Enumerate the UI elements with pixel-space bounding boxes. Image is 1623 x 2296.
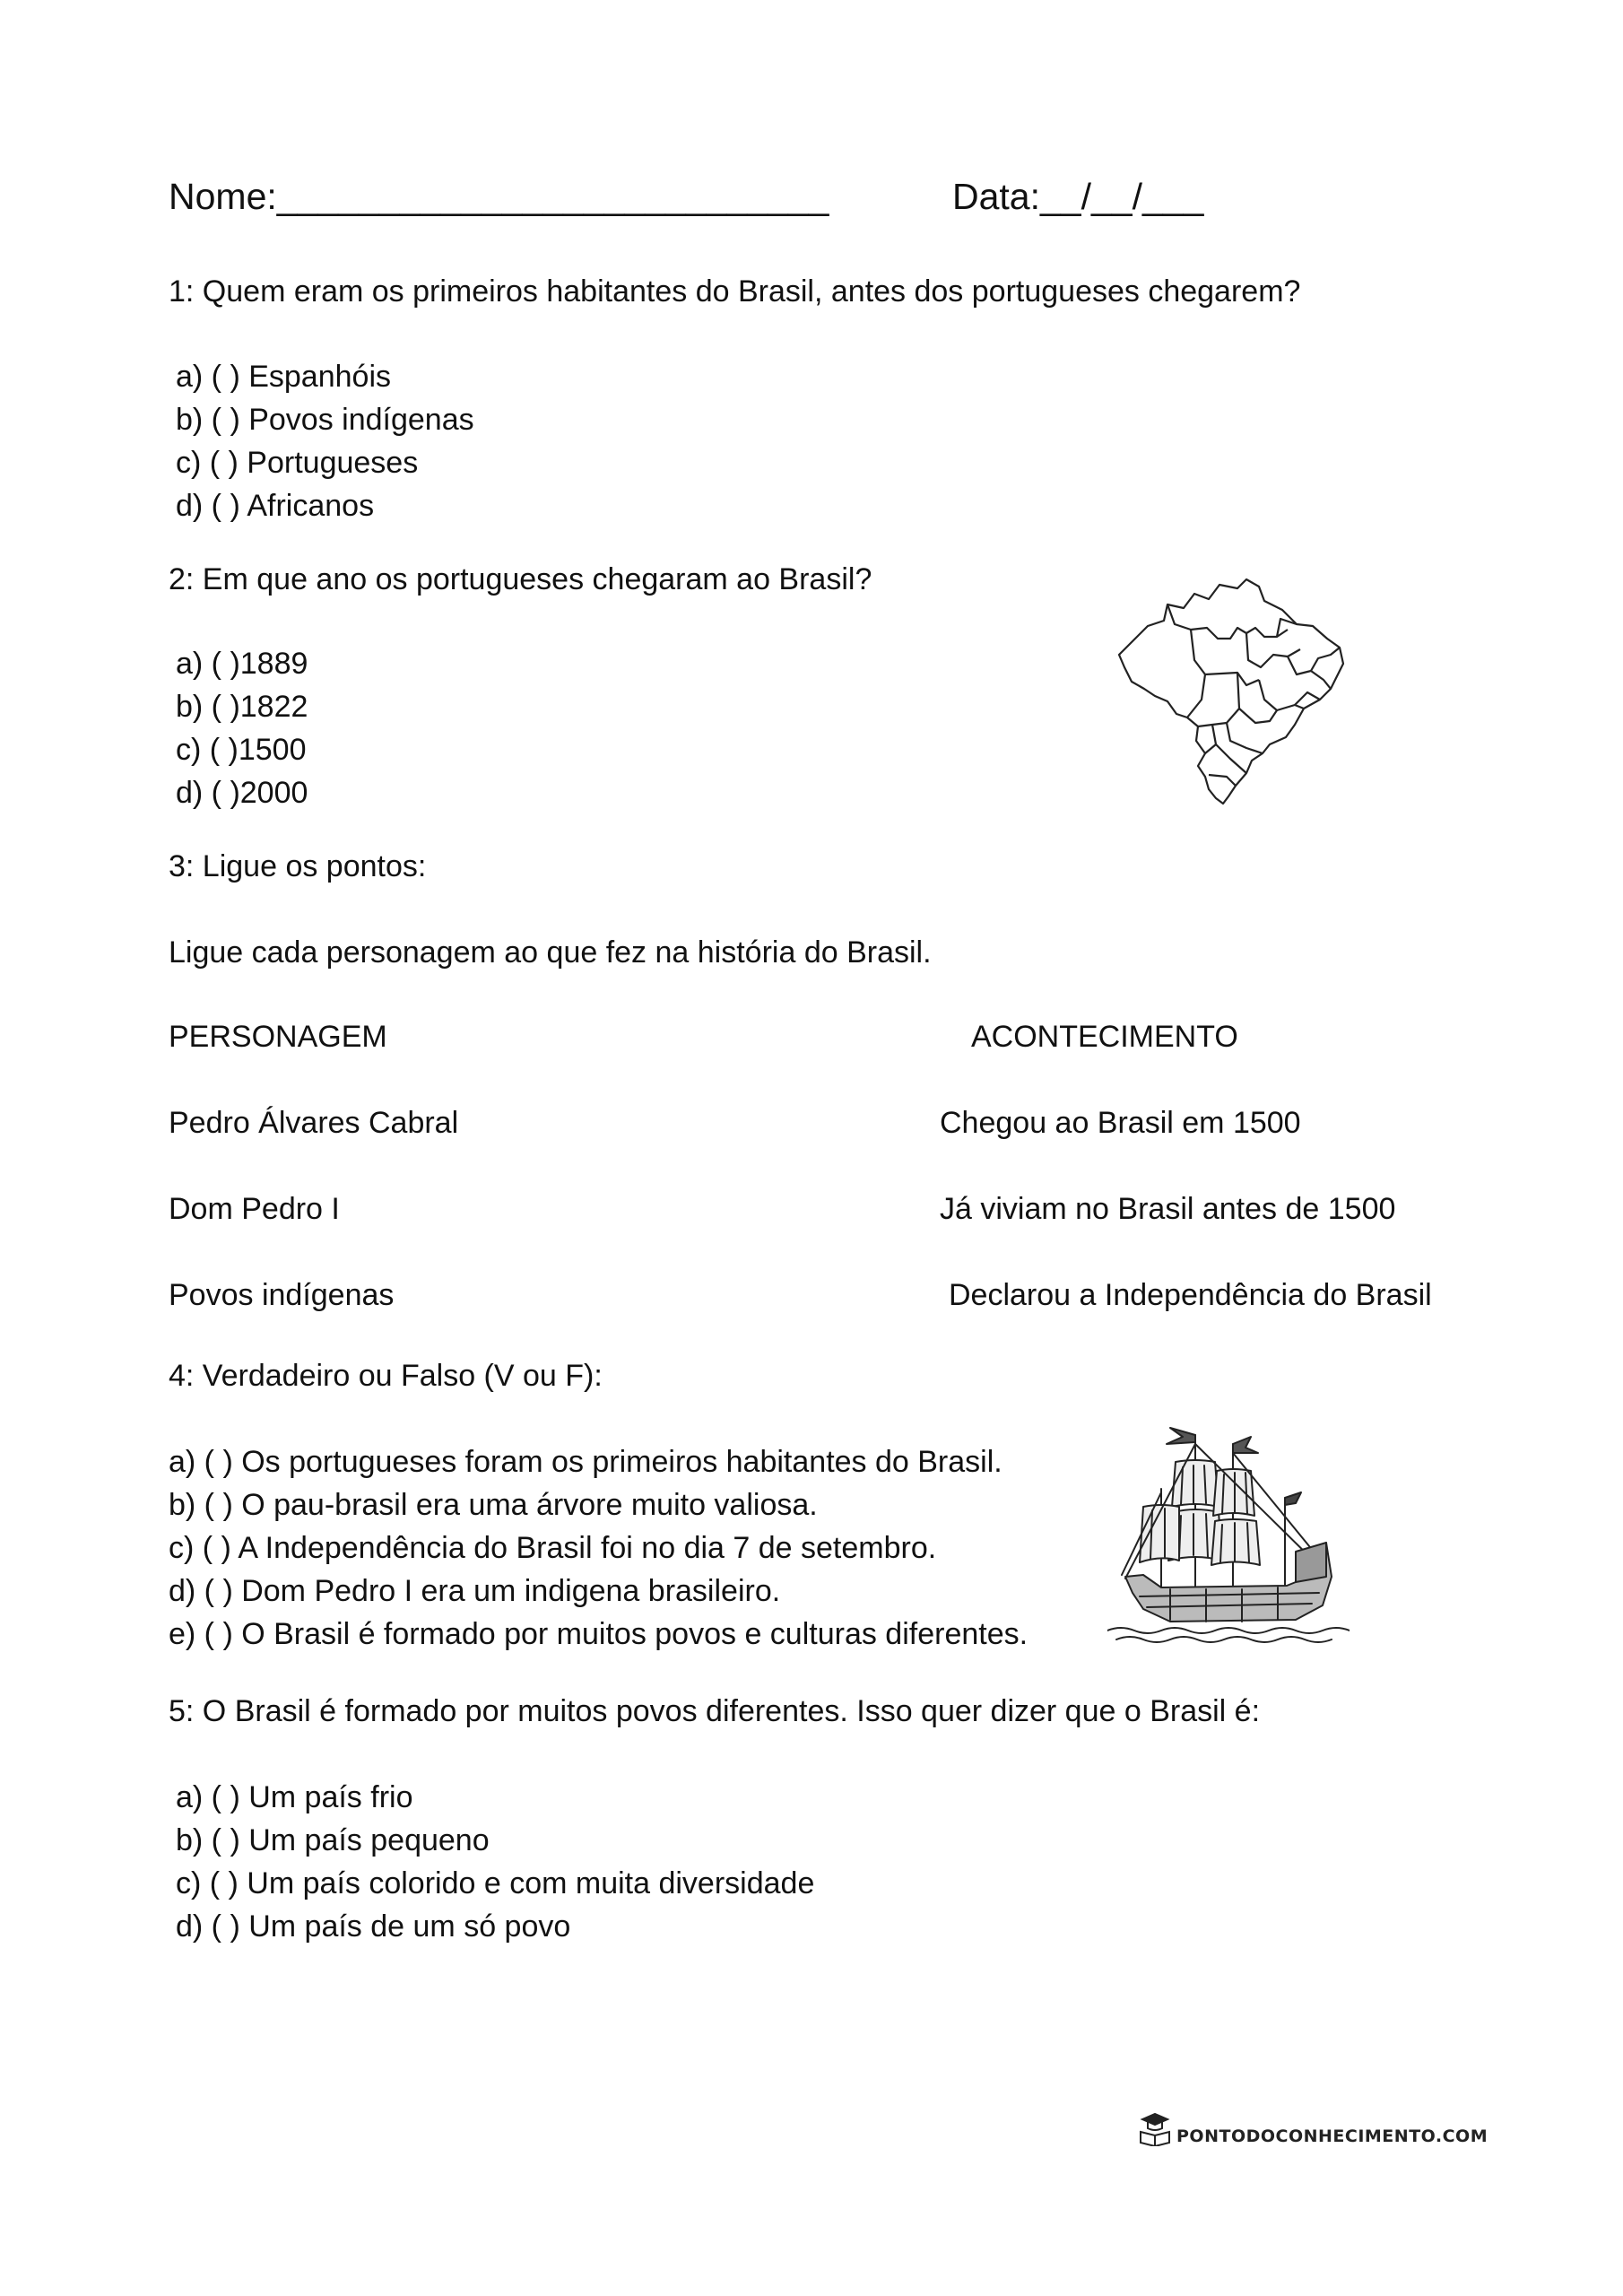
q1-option-a[interactable]: a) ( ) Espanhóis — [176, 360, 391, 394]
q5-option-c[interactable]: c) ( ) Um país colorido e com muita diversidade — [176, 1866, 815, 1900]
match-left-item[interactable]: Povos indígenas — [169, 1278, 395, 1312]
q4-option-b[interactable]: b) ( ) O pau-brasil era uma árvore muito valiosa. — [169, 1488, 818, 1522]
col-header-acontecimento: ACONTECIMENTO — [971, 1020, 1238, 1054]
q4-option-a[interactable]: a) ( ) Os portugueses foram os primeiros habitantes do Brasil. — [169, 1445, 1002, 1479]
q1-option-b[interactable]: b) ( ) Povos indígenas — [176, 403, 474, 437]
q2-option-a[interactable]: a) ( )1889 — [176, 647, 308, 681]
question-1: 1: Quem eram os primeiros habitantes do Brasil, antes dos portugueses chegarem? — [169, 274, 1301, 309]
question-4: 4: Verdadeiro ou Falso (V ou F): — [169, 1359, 603, 1393]
q1-option-c[interactable]: c) ( ) Portugueses — [176, 446, 419, 480]
name-field[interactable]: Nome:___________________________ — [169, 176, 829, 217]
q5-option-b[interactable]: b) ( ) Um país pequeno — [176, 1823, 490, 1857]
q3-instruction: Ligue cada personagem ao que fez na história do Brasil. — [169, 935, 932, 970]
q2-option-d[interactable]: d) ( )2000 — [176, 776, 308, 810]
q4-option-d[interactable]: d) ( ) Dom Pedro I era um indigena brasileiro. — [169, 1574, 781, 1608]
q5-option-a[interactable]: a) ( ) Um país frio — [176, 1780, 413, 1814]
question-3: 3: Ligue os pontos: — [169, 849, 427, 883]
match-right-item[interactable]: Declarou a Independência do Brasil — [949, 1278, 1432, 1312]
match-right-item[interactable]: Já viviam no Brasil antes de 1500 — [940, 1192, 1396, 1226]
question-2: 2: Em que ano os portugueses chegaram ao Brasil? — [169, 562, 872, 596]
q1-option-d[interactable]: d) ( ) Africanos — [176, 489, 375, 523]
question-5: 5: O Brasil é formado por muitos povos diferentes. Isso quer dizer que o Brasil é: — [169, 1694, 1261, 1728]
match-left-item[interactable]: Pedro Álvares Cabral — [169, 1106, 459, 1140]
q2-option-b[interactable]: b) ( )1822 — [176, 690, 308, 724]
date-field[interactable]: Data:__/__/___ — [952, 176, 1204, 217]
graduation-book-icon — [1137, 2110, 1173, 2146]
q2-option-c[interactable]: c) ( )1500 — [176, 733, 307, 767]
caravel-ship-icon — [1107, 1417, 1350, 1650]
col-header-personagem: PERSONAGEM — [169, 1020, 387, 1054]
brazil-map-icon — [1112, 574, 1354, 807]
match-left-item[interactable]: Dom Pedro I — [169, 1192, 340, 1226]
q4-option-c[interactable]: c) ( ) A Independência do Brasil foi no dia 7 de setembro. — [169, 1531, 937, 1565]
footer-site-url[interactable]: PONTODOCONHECIMENTO.COM — [1176, 2126, 1488, 2146]
match-right-item[interactable]: Chegou ao Brasil em 1500 — [940, 1106, 1301, 1140]
q4-option-e[interactable]: e) ( ) O Brasil é formado por muitos povos e culturas diferentes. — [169, 1617, 1028, 1651]
q5-option-d[interactable]: d) ( ) Um país de um só povo — [176, 1909, 571, 1944]
